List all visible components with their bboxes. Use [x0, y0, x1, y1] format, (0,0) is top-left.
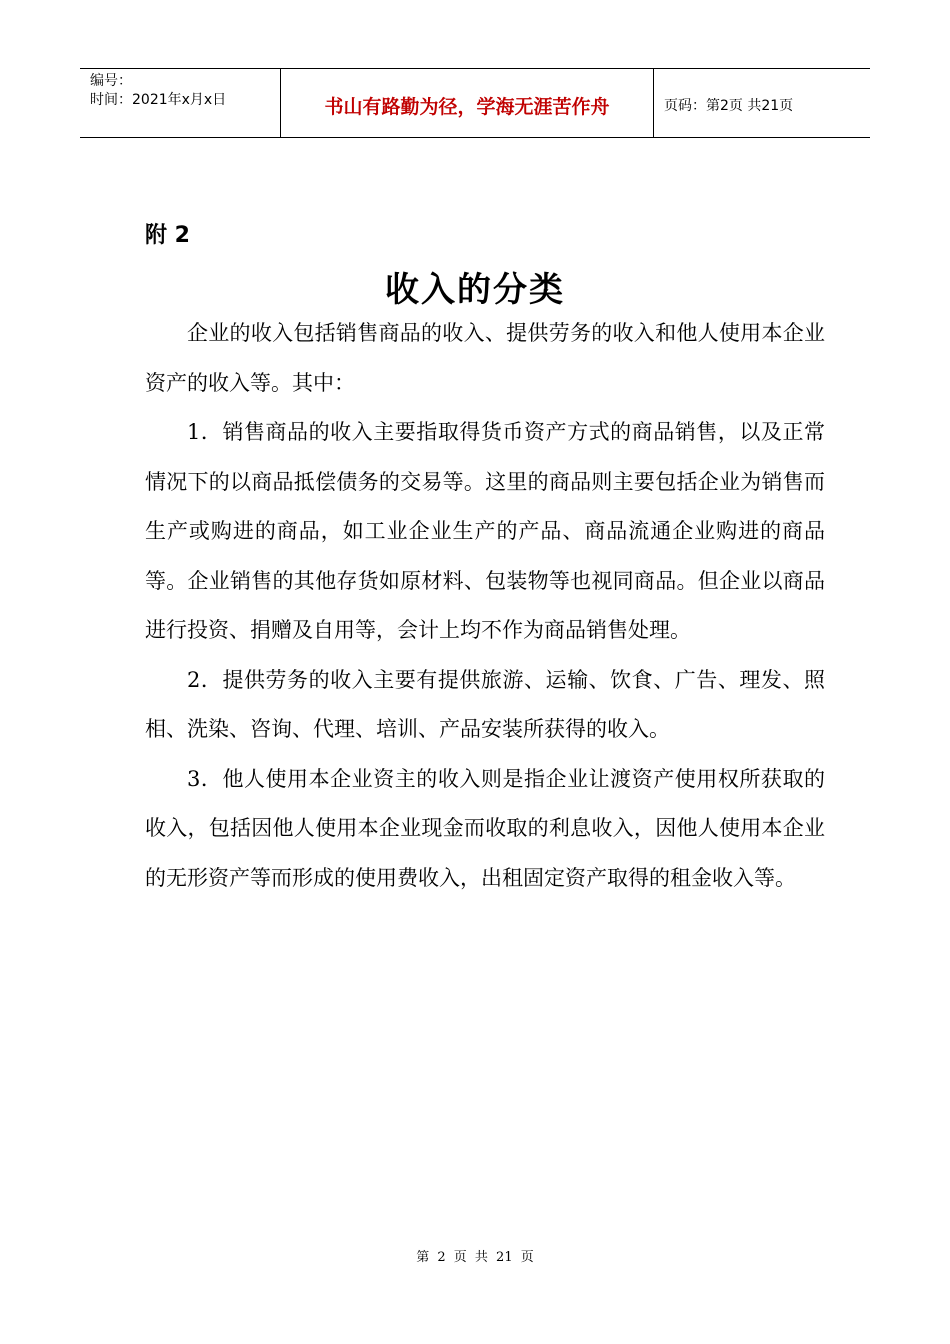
header-meta [80, 69, 281, 137]
document-title: 收入的分类 [385, 270, 565, 310]
page-footer: 第 2 页 共 21 页 [416, 1250, 534, 1265]
paragraph-item-1: 1．销售商品的收入主要指取得货币资产方式的商品销售，以及正常情况下的以商品抵偿债务的交易等。这里的商品则主要包括企业为销售而生产或购进的商品，如工业企业生产的产品、商品流通企业购进的商品等。企业销售的其他存货如原材料、包装物等也视同商品。但企业以商品进行投资、捐赠及自用等，会计上均不作为商品销售处理。 [145, 420, 825, 642]
paragraph-item-3: 3．他人使用本企业资主的收入则是指企业让渡资产使用权所获取的收入，包括因他人使用本企业现金而收取的利息收入，因他人使用本企业的无形资产等而形成的使用费收入，出租固定资产取得的租金收入等。 [145, 766, 825, 890]
date-label: 时间：2021年x月x日 [90, 92, 227, 108]
appendix-label: 附 2 [145, 223, 190, 248]
header-page-info: 页码：第2页 共21页 [664, 98, 794, 114]
number-label: 编号： [90, 73, 132, 89]
document-body [145, 309, 825, 903]
page-header [80, 68, 870, 138]
paragraph-item-2: 2．提供劳务的收入主要有提供旅游、运输、饮食、广告、理发、照相、洗染、咨询、代理、培训、产品安装所获得的收入。 [145, 667, 825, 741]
header-motto: 书山有路勤为径，学海无涯苦作舟 [281, 69, 654, 137]
paragraph-intro: 企业的收入包括销售商品的收入、提供劳务的收入和他人使用本企业资产的收入等。其中： [145, 321, 825, 395]
